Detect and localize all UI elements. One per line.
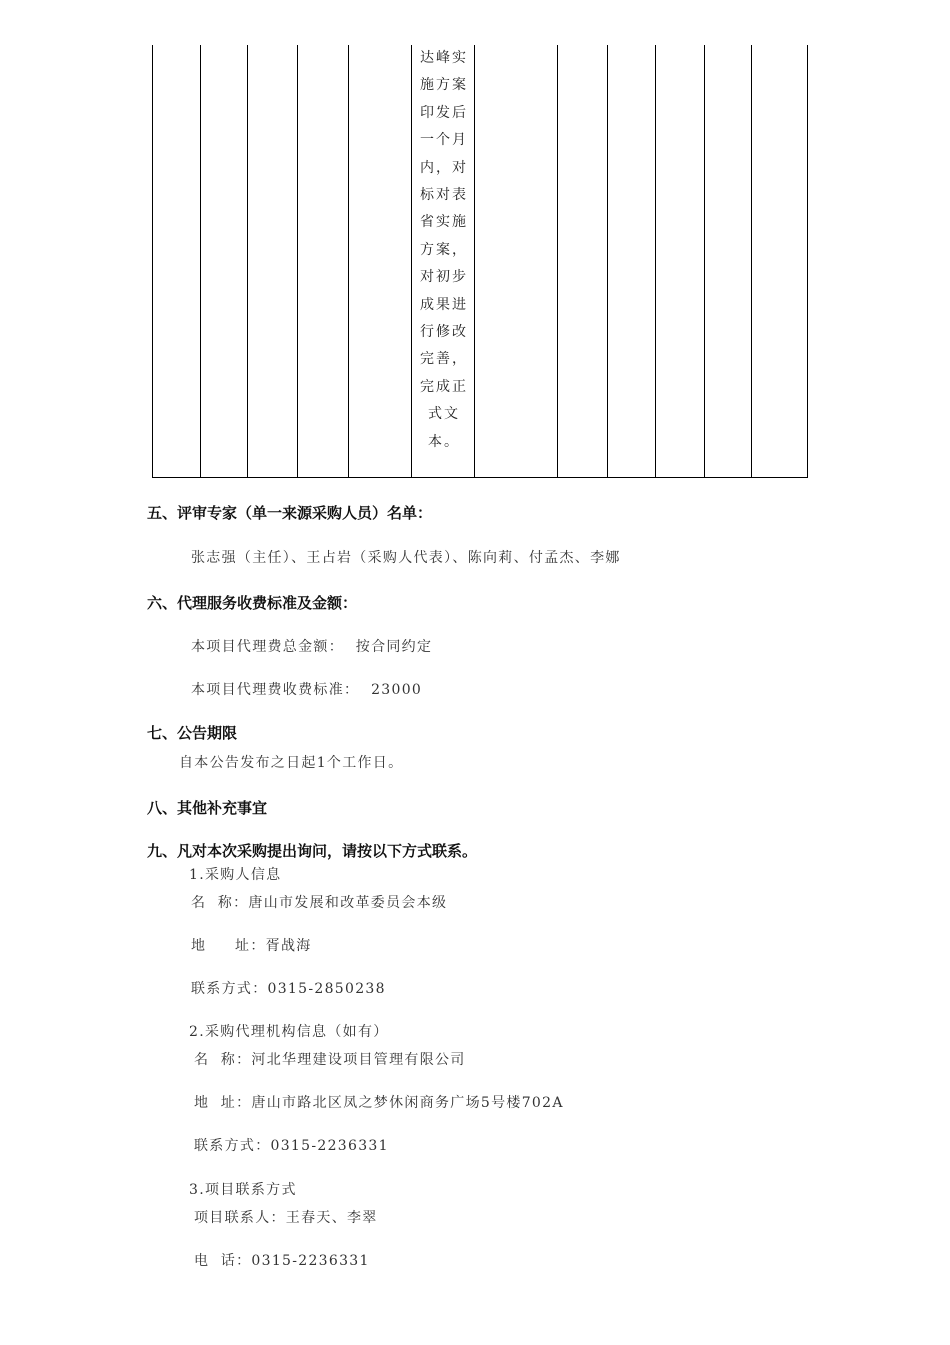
purchaser-address: 地 址：胥战海 [191, 938, 312, 954]
table-border [297, 45, 298, 478]
table-border [704, 45, 705, 478]
cell-line: 方案， [420, 241, 468, 258]
section9-heading: 九、凡对本次采购提出询问，请按以下方式联系。 [147, 842, 478, 860]
table-border [655, 45, 656, 478]
table-border [152, 45, 153, 478]
cell-line: 省实施 [420, 214, 468, 231]
cell-line: 印发后 [420, 104, 468, 121]
purchaser-info-title: 1.采购人信息 [189, 867, 282, 883]
table-fragment [152, 45, 808, 478]
cell-line: 完善， [420, 351, 468, 368]
table-border [200, 45, 201, 478]
cell-line: 对初步 [420, 269, 468, 286]
section6-heading: 六、代理服务收费标准及金额： [147, 594, 358, 612]
cell-line: 式文 [428, 406, 460, 423]
cell-line: 行修改 [420, 324, 468, 341]
expert-list: 张志强（主任）、王占岩（采购人代表）、陈向莉、付孟杰、李娜 [191, 550, 621, 566]
agency-fee-total-label: 本项目代理费总金额： [191, 639, 344, 655]
agency-fee-total-value: 按合同约定 [355, 639, 433, 655]
cell-line: 成果进 [420, 296, 468, 313]
section5-heading: 五、评审专家（单一来源采购人员）名单： [147, 504, 433, 522]
table-border [348, 45, 349, 478]
project-contact-title: 3.项目联系方式 [189, 1182, 297, 1198]
cell-line: 施方案 [420, 77, 468, 94]
project-contact-person: 项目联系人：王春天、李翠 [194, 1210, 378, 1226]
table-border [557, 45, 558, 478]
section7-heading: 七、公告期限 [147, 724, 238, 742]
agency-fee-standard-value: 23000 [371, 682, 423, 698]
purchaser-name: 名 称：唐山市发展和改革委员会本级 [191, 895, 448, 911]
table-border [411, 45, 412, 478]
purchaser-contact: 联系方式：0315-2850238 [191, 981, 386, 997]
table-border [247, 45, 248, 478]
agency-contact: 联系方式：0315-2236331 [194, 1138, 389, 1154]
agency-info-title: 2.采购代理机构信息（如有） [189, 1024, 389, 1040]
cell-line: 标对表 [420, 187, 468, 204]
cell-line: 达峰实 [420, 50, 468, 66]
notice-period: 自本公告发布之日起1个工作日。 [179, 755, 404, 771]
cell-line: 内，对 [420, 159, 468, 176]
agency-name: 名 称：河北华理建设项目管理有限公司 [194, 1052, 466, 1068]
cell-line: 一个月 [420, 132, 468, 149]
agency-address: 地 址：唐山市路北区凤之梦休闲商务广场5号楼702A [194, 1095, 564, 1111]
project-phone: 电 话：0315-2236331 [194, 1253, 370, 1269]
cell-line: 本。 [428, 433, 460, 450]
table-border [607, 45, 608, 478]
table-border [751, 45, 752, 478]
cell-line: 完成正 [420, 378, 468, 395]
table-cell-text [414, 45, 474, 456]
table-bottom-border [152, 477, 808, 478]
agency-fee-standard-label: 本项目代理费收费标准： [191, 682, 360, 698]
section8-heading: 八、其他补充事宜 [147, 799, 268, 817]
agency-fee-standard [191, 679, 422, 699]
agency-fee-total [191, 636, 432, 656]
table-border [807, 45, 808, 478]
table-border [474, 45, 475, 478]
